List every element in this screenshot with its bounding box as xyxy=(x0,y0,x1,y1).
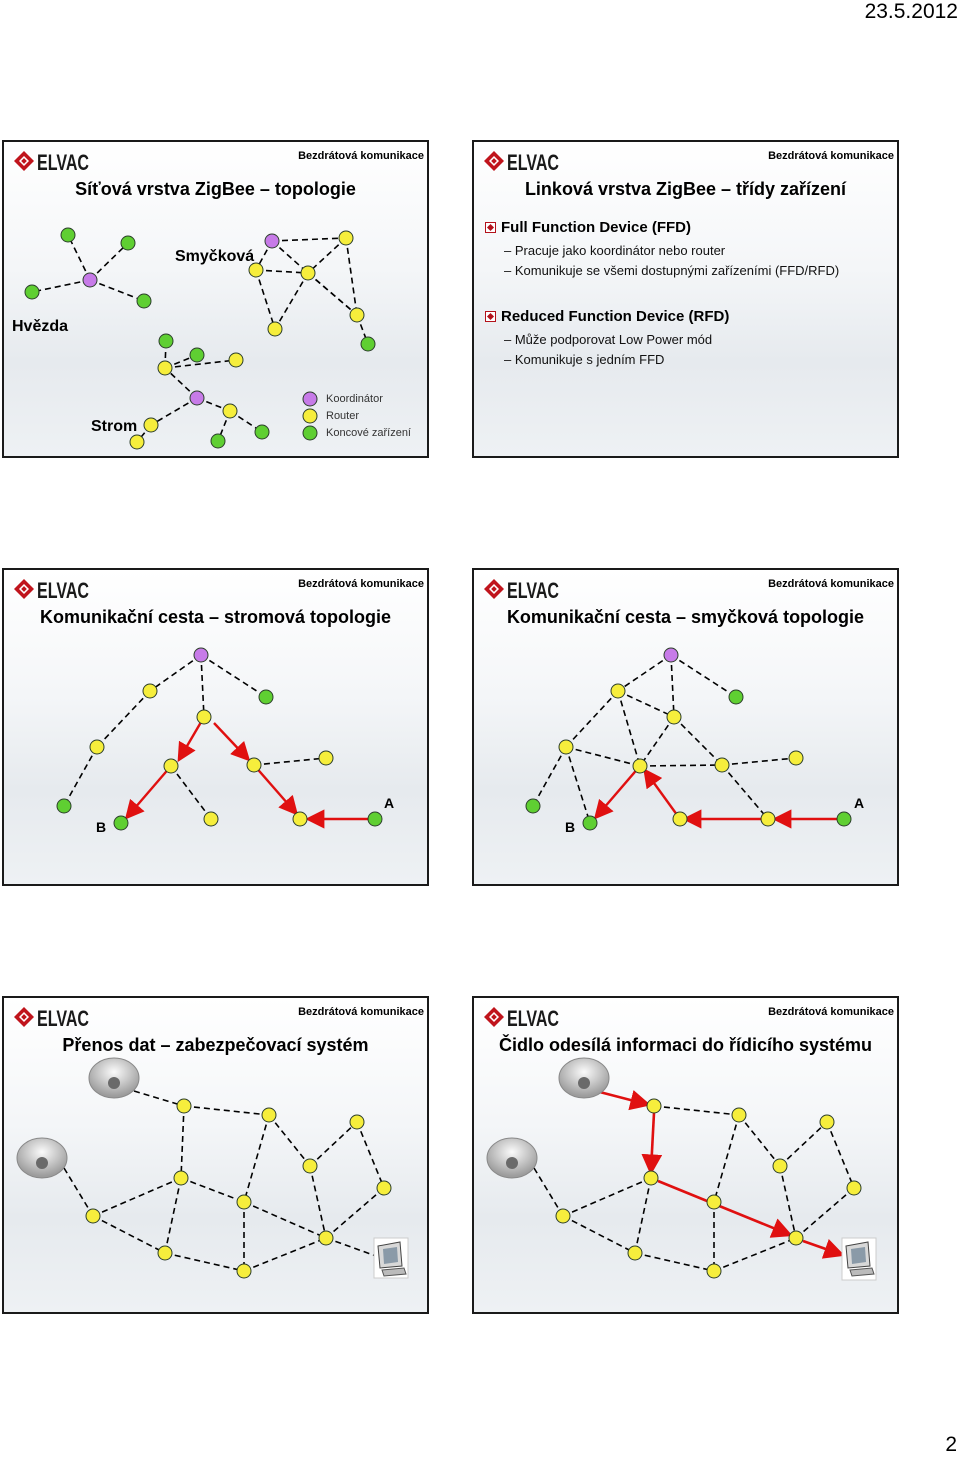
sensor-path-diagram xyxy=(474,998,899,1314)
motion-sensor-icon xyxy=(559,1058,609,1098)
slide-security-system xyxy=(2,996,429,1314)
slide-tag: Bezdrátová komunikace xyxy=(298,578,424,590)
slide-title: Přenos dat – zabezpečovací systém xyxy=(62,1035,369,1055)
label-b: B xyxy=(565,819,576,835)
motion-sensor-icon xyxy=(89,1058,139,1098)
sub-item: – Pracuje jako koordinátor nebo router xyxy=(504,243,726,258)
label-tree: Strom xyxy=(91,418,138,435)
bullet-checkbox-icon xyxy=(485,311,496,322)
slide-title: Komunikační cesta – stromová topologie xyxy=(39,607,392,627)
slide-tree-path xyxy=(2,568,429,886)
slide-tag: Bezdrátová komunikace xyxy=(768,150,894,162)
slide-sensor-sends xyxy=(472,996,899,1314)
slide-tag: Bezdrátová komunikace xyxy=(298,150,424,162)
header-date: 23.5.2012 xyxy=(864,0,958,23)
bullet-checkbox-icon xyxy=(485,222,496,233)
mesh-path-diagram xyxy=(474,570,899,886)
monitor-icon xyxy=(374,1238,408,1278)
slide-title: Komunikační cesta – smyčková topologie xyxy=(506,607,865,627)
monitor-icon xyxy=(842,1238,876,1280)
slide-topology xyxy=(2,140,429,458)
legend-router: Router xyxy=(326,410,360,422)
slide-mesh-path xyxy=(472,568,899,886)
tree-path-diagram xyxy=(4,570,429,886)
topology-diagram xyxy=(4,142,429,458)
sub-item: – Komunikuje se všemi dostupnými zařízeními (FFD/RFD) xyxy=(504,263,840,278)
label-b: B xyxy=(96,819,107,835)
motion-sensor-icon xyxy=(17,1138,67,1178)
elvac-logo xyxy=(482,149,562,173)
motion-sensor-icon xyxy=(487,1138,537,1178)
legend-end-device: Koncové zařízení xyxy=(326,427,411,439)
slide-title: Čidlo odesílá informaci do řídicího systému xyxy=(498,1035,873,1055)
security-network-diagram xyxy=(4,998,429,1314)
label-star: Hvězda xyxy=(12,318,69,335)
page-number: 2 xyxy=(945,1433,957,1456)
slide-title: Síťová vrstva ZigBee – topologie xyxy=(75,179,356,199)
sub-item: – Komunikuje s jedním FFD xyxy=(504,352,665,367)
slide-tag: Bezdrátová komunikace xyxy=(298,1006,424,1018)
slide-tag: Bezdrátová komunikace xyxy=(768,578,894,590)
label-a: A xyxy=(384,795,395,811)
bullet-ffd: Full Function Device (FFD) xyxy=(485,219,691,236)
slide-tag: Bezdrátová komunikace xyxy=(768,1006,894,1018)
label-loop: Smyčková xyxy=(175,248,255,265)
sub-item: – Může podporovat Low Power mód xyxy=(504,332,713,347)
bullet-rfd: Reduced Function Device (RFD) xyxy=(485,308,729,325)
legend-coordinator: Koordinátor xyxy=(326,393,383,405)
slide-device-classes xyxy=(472,140,899,458)
label-a: A xyxy=(854,795,865,811)
slide-title: Linková vrstva ZigBee – třídy zařízení xyxy=(524,179,847,199)
